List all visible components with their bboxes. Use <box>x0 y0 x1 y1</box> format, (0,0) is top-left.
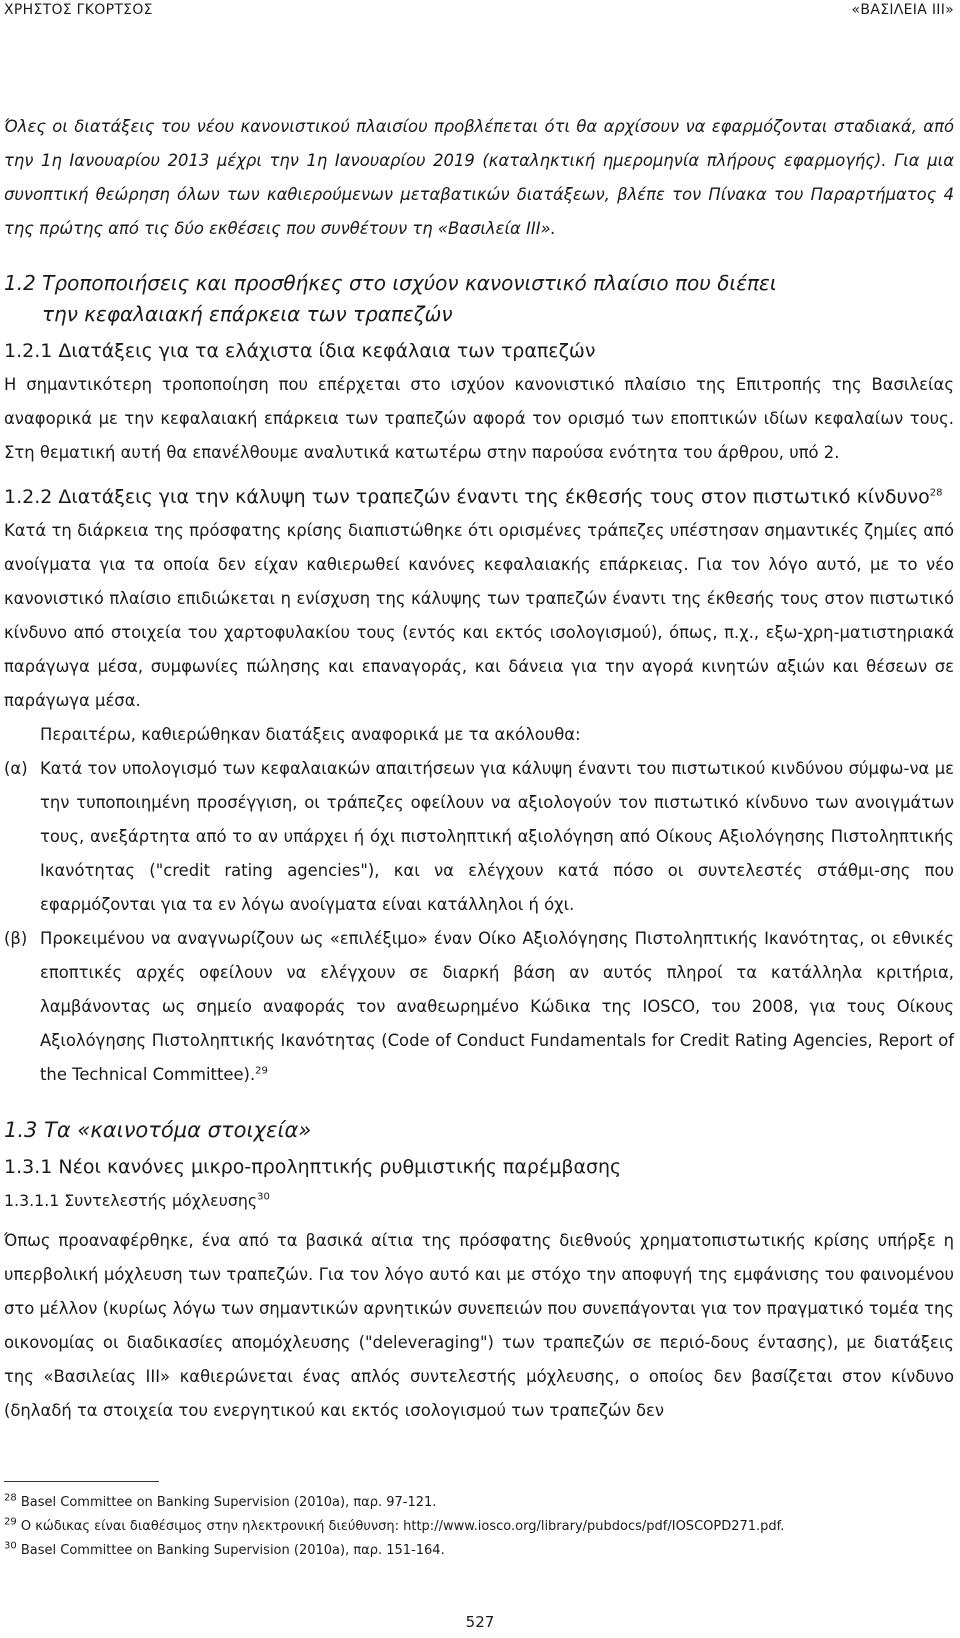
footnote-ref-30[interactable]: 30 <box>257 1191 270 1203</box>
section-1-2-2-paragraph: Κατά τη διάρκεια της πρόσφατης κρίσης διαπιστώθηκε ότι ορισμένες τράπεζες υπέστησαν σημαντικές ζημίες από ανοίγματα για τα οποία δεν είχαν καθιερωθεί κανόνες κεφαλαιακής επάρκειας. Για τον λόγο αυτό, με το νέο κανονιστικό πλαίσιο επιδιώκεται η ενίσχυση της κάλυψης των τραπεζών έναντι της έκθεσής τους στον πιστωτικό κίνδυνο από στοιχεία του χαρτοφυλακίου τους (εντός και εκτός ισολογισμού), όπως, π.χ., εξω-χρη-ματιστηριακά παράγωγα μέσα, συμφωνίες πώλησης και επαναγοράς, και δάνεια για την αγορά κινητών αξιών και θέσεων σε παράγωγα μέσα. <box>4 521 954 710</box>
footnote-text: Basel Committee on Banking Supervision (2010a), παρ. 151-164. <box>20 1543 445 1558</box>
section-1-2-2-heading <box>4 482 954 512</box>
page-body <box>4 110 954 1428</box>
running-header-title: «ΒΑΣΙΛΕΙΑ ΙΙΙ» <box>851 2 954 18</box>
list-item-text: Κατά τον υπολογισμό των κεφαλαιακών απαιτήσεων για κάλυψη έναντι του πιστωτικού κινδύνου σύμφω-να με την τυποποιημένη προσέγγιση, οι τράπεζες οφείλουν να αξιολογούν τον πιστωτικό κίνδυνο των ανοιγμάτων τους, ανεξάρτητα από το αν υπάρχει ή όχι πιστοληπτική αξιολόγηση από Οίκους Αξιολόγησης Πιστοληπτικής Ικανότητας ("credit rating agencies"), και να ελέγχουν κατά πόσο οι συντελεστές στάθμι-σης που εφαρμόζονται για τα εν λόγω ανοίγματα είναι κατάλληλοι ή όχι. <box>40 759 954 914</box>
section-1-2-1-heading: 1.2.1 Διατάξεις για τα ελάχιστα ίδια κεφάλαια των τραπεζών <box>4 340 596 362</box>
footnote-text: Basel Committee on Banking Supervision (2010a), παρ. 97-121. <box>20 1495 437 1510</box>
footnote-ref-29[interactable]: 29 <box>255 1065 268 1077</box>
section-1-3-1-1-paragraph: Όπως προαναφέρθηκε, ένα από τα βασικά αίτια της πρόσφατης διεθνούς χρηματοπιστωτικής κρίσης υπήρξε η υπερβολική μόχλευση των τραπεζών. Για τον λόγο αυτό και με στόχο την αποφυγή της εμφάνισης του φαινομένου στο μέλλον (κυρίως λόγω των σημαντικών αρνητικών συνεπειών που συνεπάγονται για τον πραγματικό τομέα της οικονομίας οι διαδικασίες απομόχλευσης ("deleveraging") των τραπεζών σε περιό-δους έντασης), με διατάξεις της «Βασιλείας ΙΙΙ» καθιερώνεται ένας απλός συντελεστής μόχλευσης, ο οποίος δεν βασίζεται στον κίνδυνο (δηλαδή τα στοιχεία του ενεργητικού και εκτός ισολογισμού των τραπεζών δεν <box>4 1231 954 1420</box>
list-item-marker: (α) <box>4 759 28 778</box>
footnote-ref-28[interactable]: 28 <box>929 487 943 499</box>
section-1-2-1-paragraph: Η σημαντικότερη τροποποίηση που επέρχεται στο ισχύον κανονιστικό πλαίσιο της Επιτροπής της Βασιλείας αναφορικά με την κεφαλαιακή επάρκεια των τραπεζών αφορά τον ορισμό των εποπτικών ιδίων κεφαλαίων τους. Στη θεματική αυτή θα επανέλθουμε αναλυτικά κατωτέρω στην παρούσα ενότητα του άρθρου, υπό 2. <box>4 375 954 462</box>
section-1-3-1-heading: 1.3.1 Νέοι κανόνες μικρο-προληπτικής ρυθμιστικής παρέμβασης <box>4 1156 622 1178</box>
list-item-text: Προκειμένου να αναγνωρίζουν ως «επιλέξιμο» έναν Οίκο Αξιολόγησης Πιστοληπτικής Ικανότητας, οι εθνικές εποπτικές αρχές οφείλουν να ελέγχουν σε διαρκή βάση αν αυτός πληροί τα κατάλληλα κριτήρια, λαμβάνοντας ως σημείο αναφοράς τον αναθεωρημένο Κώδικα της IOSCO, του 2008, για τους Οίκους Αξιολόγησης Πιστοληπτικής Ικανότητας (Code of Conduct Fundamentals for Credit Rating Agencies, Report of the Technical Committee). <box>40 929 954 1084</box>
section-1-2-heading-line2: την κεφαλαιακή επάρκεια των τραπεζών <box>42 302 453 326</box>
footnote-number: 28 <box>4 1492 17 1504</box>
list-item <box>4 752 954 922</box>
footnote-number: 30 <box>4 1540 17 1552</box>
footnote-divider <box>4 1481 159 1482</box>
footnote <box>4 1540 445 1559</box>
section-1-3-1-1-heading <box>4 1186 954 1216</box>
section-1-2-2-lead-in: Περαιτέρω, καθιερώθηκαν διατάξεις αναφορικά με τα ακόλουθα: <box>40 725 581 744</box>
section-1-2-heading <box>4 268 954 330</box>
list-item-marker: (β) <box>4 929 28 948</box>
intro-paragraph: Όλες οι διατάξεις του νέου κανονιστικού πλαισίου προβλέπεται ότι θα αρχίσουν να εφαρμόζονται σταδιακά, από την 1η Ιανουαρίου 2013 μέχρι την 1η Ιανουαρίου 2019 (καταληκτική ημερομηνία πλήρους εφαρμογής). Για μια συνοπτική θεώρηση όλων των καθιερούμενων μεταβατικών διατάξεων, βλέπε τον Πίνακα του Παραρτήματος 4 της πρώτης από τις δύο εκθέσεις που συνθέτουν τη «Βασιλεία ΙΙΙ». <box>4 117 954 238</box>
section-1-3-heading: 1.3 Τα «καινοτόμα στοιχεία» <box>4 1118 312 1142</box>
list-item <box>4 922 954 1092</box>
footnote-text: Ο κώδικας είναι διαθέσιμος στην ηλεκτρονική διεύθυνση: http://www.iosco.org/library/pubdocs/pdf/IOSCOPD271.pdf. <box>20 1519 785 1534</box>
footnote <box>4 1492 437 1511</box>
footnote-number: 29 <box>4 1516 17 1528</box>
section-1-3-1-1-heading-text: 1.3.1.1 Συντελεστής μόχλευσης <box>4 1191 258 1210</box>
footnote <box>4 1516 785 1535</box>
section-1-2-2-heading-text: 1.2.2 Διατάξεις για την κάλυψη των τραπεζών έναντι της έκθεσής τους στον πιστωτικό κίνδυνο <box>4 486 930 508</box>
page-number: 527 <box>465 1613 495 1631</box>
section-1-2-heading-line1: 1.2 Τροποποιήσεις και προσθήκες στο ισχύον κανονιστικό πλαίσιο που διέπει <box>4 271 777 295</box>
running-header-author: ΧΡΗΣΤΟΣ ΓΚΟΡΤΣΟΣ <box>4 2 153 18</box>
